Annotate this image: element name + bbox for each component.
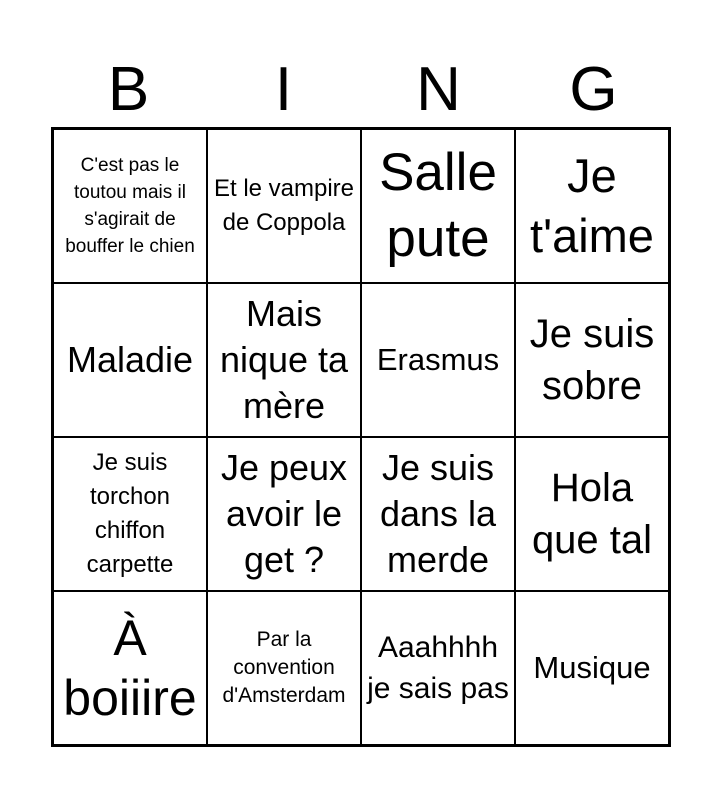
bingo-cell[interactable]	[53, 283, 207, 437]
bingo-cell[interactable]	[207, 437, 361, 591]
bingo-cell[interactable]	[515, 129, 669, 283]
bingo-card-grid	[51, 127, 671, 747]
bingo-cell[interactable]	[515, 591, 669, 745]
bingo-header	[51, 55, 671, 125]
cell-text: Mais nique ta mère	[219, 293, 349, 426]
cell-text: Musique	[533, 650, 651, 685]
bingo-cell[interactable]	[207, 283, 361, 437]
bingo-cell[interactable]	[515, 283, 669, 437]
header-letter-g: G	[569, 55, 618, 124]
bingo-cell[interactable]	[53, 437, 207, 591]
cell-text: Je t'aime	[530, 149, 654, 262]
cell-text: Maladie	[66, 339, 194, 380]
cell-text: Je suis sobre	[529, 312, 655, 408]
cell-text: C'est pas le toutou mais il s'agirait de bouffer le chien	[65, 155, 195, 257]
cell-text: À boiiire	[63, 610, 197, 726]
cell-text: Je suis dans la merde	[379, 447, 497, 580]
cell-text: Par la convention d'Amsterdam	[222, 628, 346, 707]
header-letter-i: I	[274, 55, 293, 124]
cell-text: Et le vampire de Coppola	[213, 175, 355, 236]
cell-text: Je suis torchon chiffon carpette	[86, 449, 174, 578]
bingo-cell[interactable]	[207, 591, 361, 745]
bingo-cell[interactable]	[53, 591, 207, 745]
cell-text: Hola que tal	[531, 466, 653, 562]
bingo-cell[interactable]	[515, 437, 669, 591]
header-letter-b: B	[107, 55, 150, 124]
bingo-cell[interactable]	[361, 591, 515, 745]
cell-text: Aaahhhh je sais pas	[367, 631, 509, 705]
cell-text: Erasmus	[376, 342, 500, 377]
bingo-cell[interactable]	[361, 437, 515, 591]
bingo-cell[interactable]	[361, 129, 515, 283]
bingo-cell[interactable]	[207, 129, 361, 283]
bingo-cell[interactable]	[361, 283, 515, 437]
cell-text: Je peux avoir le get ?	[220, 447, 348, 580]
cell-text: Salle pute	[379, 143, 497, 268]
header-letter-n: N	[416, 55, 461, 124]
bingo-cell[interactable]	[53, 129, 207, 283]
